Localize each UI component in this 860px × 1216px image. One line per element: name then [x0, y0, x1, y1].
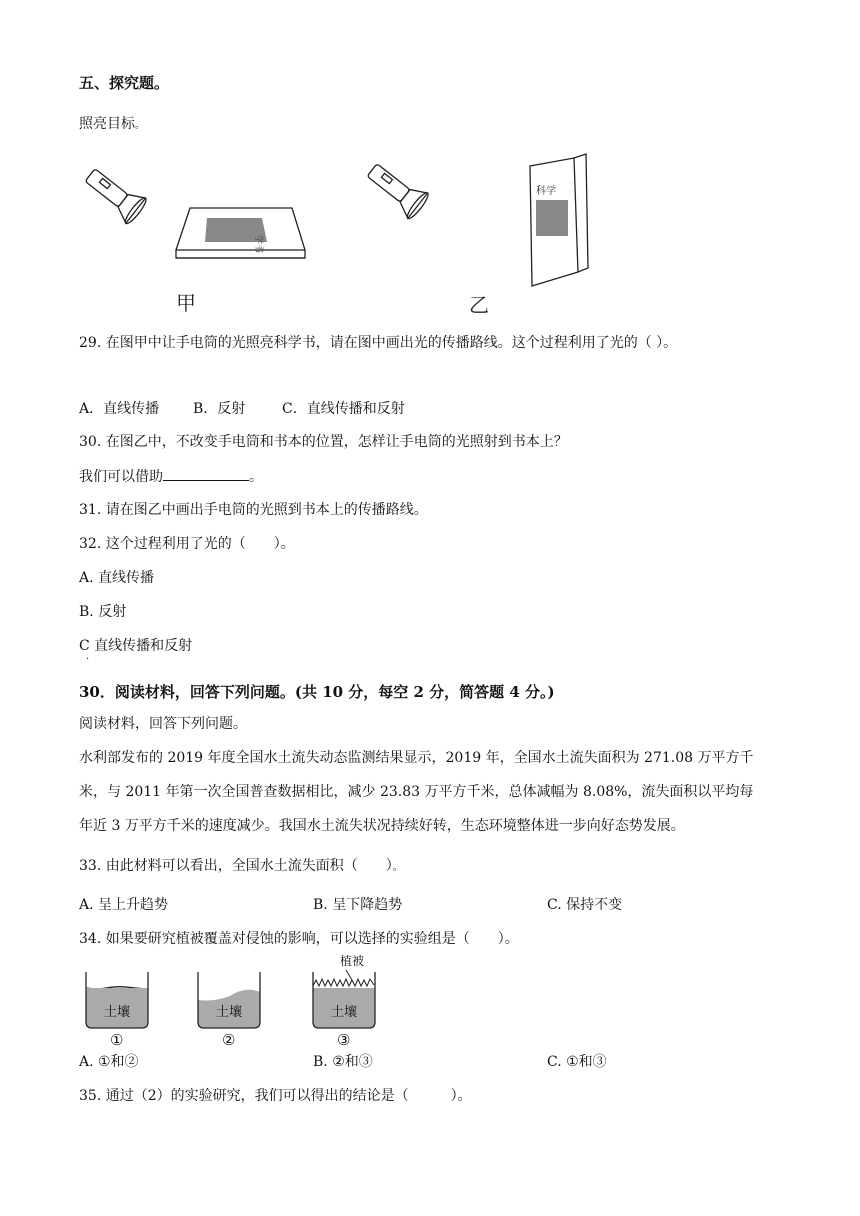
figure-soil-containers [0, 950, 860, 1050]
q34-option-c: C. ①和③ [547, 1054, 607, 1070]
section30-para-line-2: 米，与 2011 年第一次全国普查数据相比，减少 23.83 万平方千米，总体减幅为 8.08%，流失面积以平均每 [79, 784, 754, 800]
q34-option-a: A. ①和② [79, 1054, 139, 1070]
vegetation-label: 植被 [340, 954, 365, 968]
q29-option-c: C．直线传播和反射 [282, 401, 405, 417]
stray-dot: · [86, 654, 90, 665]
q35-text: 35. 通过（2）的实验研究，我们可以得出的结论是（ ）。 [79, 1088, 472, 1104]
container-2-num: ② [222, 1031, 236, 1049]
q29-option-b: B．反射 [193, 401, 246, 417]
book-yi-text: 科学 [536, 186, 556, 197]
q29-text: 29. 在图甲中让手电筒的光照亮科学书，请在图中画出光的传播路线。这个过程利用了光的（ ）。 [79, 335, 678, 351]
q32-option-b: B. 反射 [79, 604, 127, 620]
q33-text: 33. 由此材料可以看出，全国水土流失面积（ ）。 [79, 858, 403, 874]
container-1-label: 土壤 [104, 1005, 131, 1020]
flashlight-jia-icon [80, 162, 149, 225]
container-2-label: 土壤 [216, 1005, 243, 1020]
q31-text: 31. 请在图乙中画出手电筒的光照到书本上的传播路线。 [79, 502, 428, 518]
q33-option-b: B. 呈下降趋势 [313, 897, 403, 913]
section30-para-line-3: 年近 3 万平方千米的速度减少。我国水土流失状况持续好转，生态环境整体进一步向好态势发展。 [79, 818, 685, 834]
answer-blank[interactable] [163, 466, 249, 481]
q32-option-a: A. 直线传播 [79, 570, 155, 586]
section30-para-line-1: 水利部发布的 2019 年度全国水土流失动态监测结果显示，2019 年，全国水土流失面积为 271.08 万平方千 [79, 750, 754, 766]
section30-intro: 阅读材料，回答下列问题。 [79, 716, 247, 732]
label-jia: 甲 [176, 291, 196, 315]
q34-option-b: B. ②和③ [313, 1054, 373, 1070]
container-1-num: ① [110, 1031, 124, 1049]
q29-option-a: A．直线传播 [79, 401, 160, 417]
q32-text: 32. 这个过程利用了光的（ ）。 [79, 536, 295, 552]
flashlight-yi-icon [362, 157, 431, 220]
subtitle: 照亮目标。 [79, 116, 145, 132]
q33-option-a: A. 呈上升趋势 [79, 897, 169, 913]
q30-answer: 我们可以借助 。 [79, 466, 263, 487]
book-jia-text: 学书 [253, 235, 263, 254]
figure-flashlight-books [0, 150, 860, 320]
section30-title: 30．阅读材料，回答下列问题。(共 10 分，每空 2 分，简答题 4 分。) [79, 683, 555, 701]
container-3-num: ③ [337, 1031, 351, 1049]
container-3-label: 土壤 [331, 1005, 358, 1020]
q30-text: 30. 在图乙中，不改变手电筒和书本的位置，怎样让手电筒的光照射到书本上？ [79, 434, 568, 450]
section-title: 五、探究题。 [79, 74, 170, 92]
q33-option-c: C. 保持不变 [547, 897, 623, 913]
q32-option-c: C 直线传播和反射 [79, 638, 193, 654]
label-yi: 乙 [469, 293, 489, 317]
q34-text: 34. 如果要研究植被覆盖对侵蚀的影响，可以选择的实验组是（ ）。 [79, 931, 519, 947]
